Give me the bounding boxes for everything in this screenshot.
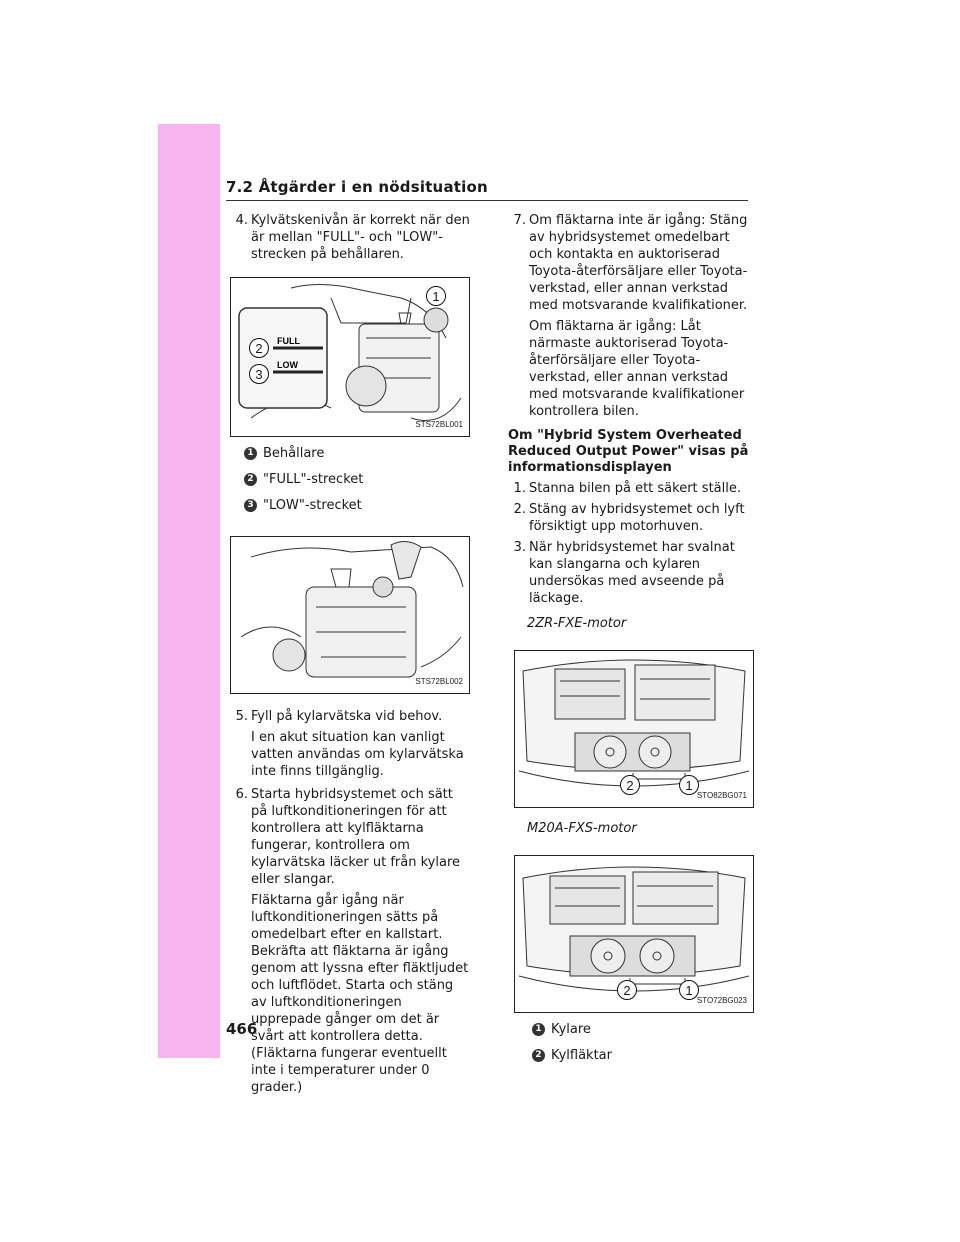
legend-item xyxy=(532,1047,753,1064)
figure-refill-coolant xyxy=(230,536,470,694)
section-header: 7.2 Åtgärder i en nödsituation xyxy=(226,178,748,201)
step-7 xyxy=(508,212,753,314)
figure-engine-m20a xyxy=(514,855,754,1013)
legend-number: 3 xyxy=(244,499,257,512)
callout-2: 2 xyxy=(620,775,640,795)
figure1-legend xyxy=(244,445,470,514)
legend-item xyxy=(244,471,470,488)
full-mark-label: FULL xyxy=(277,336,300,346)
page-number: 466 xyxy=(226,1020,258,1038)
engine-caption-2zr: 2ZR-FXE-motor xyxy=(527,616,627,631)
callout-2: 2 xyxy=(617,980,637,1000)
step-7-note: Om fläktarna är igång: Låt närmaste auktoriserad Toyota-återförsäljare eller Toyota-verkstad, eller annan verkstad med motsvarande kvalifikationer kontrollera bilen. xyxy=(529,319,745,419)
legend-item xyxy=(244,497,470,514)
right-column xyxy=(508,212,753,1073)
overheat-heading: Om "Hybrid System Overheated Reduced Output Power" visas på informationsdisplayen xyxy=(508,428,749,475)
step-number: 2. xyxy=(513,502,526,517)
step-5-note: I en akut situation kan vanligt vatten användas om kylarvätska inte finns tillgänglig. xyxy=(251,730,464,779)
step-1 xyxy=(508,480,753,497)
legend-label: "FULL"-strecket xyxy=(263,472,364,487)
callout-1: 1 xyxy=(426,286,446,306)
figure-code: STS72BL001 xyxy=(415,420,463,429)
step-text: Stanna bilen på ett säkert ställe. xyxy=(529,481,741,496)
step-text: Kylvätskenivån är korrekt när den är mellan "FULL"- och "LOW"-strecken på behållaren. xyxy=(251,213,470,262)
legend-number: 1 xyxy=(244,447,257,460)
side-tab-band xyxy=(158,124,220,1058)
step-4 xyxy=(230,212,470,263)
refill-coolant-illustration xyxy=(231,537,469,693)
figure-code: STS72BL002 xyxy=(415,677,463,686)
step-number: 3. xyxy=(513,540,526,555)
step-text: Om fläktarna inte är igång: Stäng av hybridsystemet omedelbart och kontakta en auktoriserad Toyota-återförsäljare eller Toyota-verkstad, eller annan verkstad med motsvarande kvalifikationer. xyxy=(529,213,748,313)
callout-1: 1 xyxy=(679,980,699,1000)
step-2 xyxy=(508,501,753,535)
step-number: 7. xyxy=(513,213,526,228)
figure-code: STO82BG071 xyxy=(696,791,747,800)
legend-label: Behållare xyxy=(263,446,325,461)
step-3 xyxy=(508,539,753,607)
legend-number: 1 xyxy=(532,1023,545,1036)
step-6-note: Fläktarna går igång när luftkonditioneringen sätts på omedelbart efter en kallstart. Bekräfta att fläktarna är igång genom att lyssna efter fläktljudet och luftflödet. Starta och stäng av luftkonditioneringen upprepade gånger om det är svårt att kontrollera detta. (Fläktarna fungerar eventuellt inte i temperaturer under 0 grader.) xyxy=(251,893,469,1095)
legend-item xyxy=(532,1021,753,1038)
figure-coolant-reservoir xyxy=(230,277,470,437)
legend-number: 2 xyxy=(532,1049,545,1062)
legend-item xyxy=(244,445,470,462)
step-number: 4. xyxy=(235,213,248,228)
legend-label: Kylare xyxy=(551,1022,591,1037)
callout-3: 3 xyxy=(249,364,269,384)
left-column xyxy=(230,212,470,1102)
step-number: 5. xyxy=(235,709,248,724)
step-number: 6. xyxy=(235,787,248,802)
legend-number: 2 xyxy=(244,473,257,486)
step-5 xyxy=(230,708,470,725)
step-6 xyxy=(230,786,470,888)
figure4-legend xyxy=(532,1021,753,1064)
step-text: Stäng av hybridsystemet och lyft försiktigt upp motorhuven. xyxy=(529,502,745,534)
engine-caption-m20a: M20A-FXS-motor xyxy=(527,821,637,836)
callout-1: 1 xyxy=(679,775,699,795)
figure-engine-2zr xyxy=(514,650,754,808)
legend-label: Kylfläktar xyxy=(551,1048,612,1063)
step-text: När hybridsystemet har svalnat kan slangarna och kylaren undersökas med avseende på läckage. xyxy=(529,540,735,606)
step-number: 1. xyxy=(513,481,526,496)
low-mark-label: LOW xyxy=(277,360,298,370)
step-text: Fyll på kylarvätska vid behov. xyxy=(251,709,443,724)
figure-code: STO72BG023 xyxy=(696,996,747,1005)
legend-label: "LOW"-strecket xyxy=(263,498,362,513)
callout-2: 2 xyxy=(249,338,269,358)
step-text: Starta hybridsystemet och sätt på luftkonditioneringen för att kontrollera att kylfläktarna fungerar, kontrollera om kylarvätska läcker ut från kylare eller slangar. xyxy=(251,787,460,887)
